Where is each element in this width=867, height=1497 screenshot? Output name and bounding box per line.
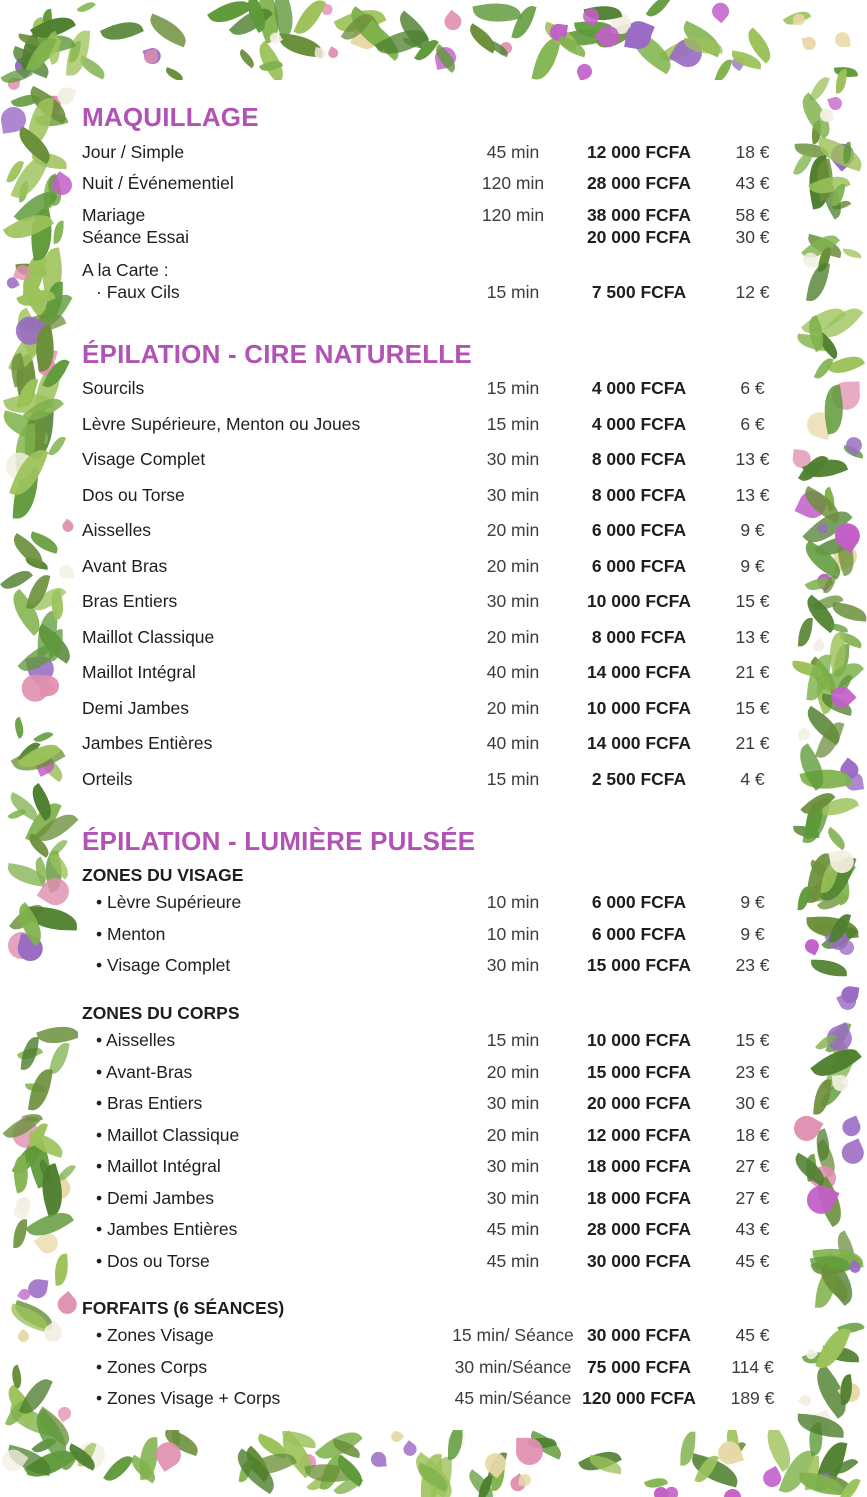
price-eur: 13 €	[735, 626, 770, 647]
price-eur: 6 €	[740, 378, 765, 398]
subsection-title-visage: ZONES DU VISAGE	[82, 865, 244, 885]
price-eur: 9 €	[740, 892, 765, 912]
service-duration: 45 min	[486, 1219, 540, 1239]
service-name: • Maillot Intégral	[96, 1156, 221, 1176]
service-name: • Jambes Entières	[96, 1219, 238, 1239]
service-duration: 10 min	[486, 892, 540, 912]
price-row	[0, 955, 867, 979]
price-eur: 18 €	[735, 1124, 770, 1145]
service-duration: 15 min	[486, 1030, 540, 1050]
flower-decoration	[327, 46, 341, 60]
price-eur: 27 €	[735, 1156, 770, 1176]
leaf-decoration	[104, 1451, 135, 1487]
service-duration: 120 min	[481, 173, 545, 193]
price-eur: 9 €	[740, 923, 765, 944]
price-fcfa: 14 000 FCFA	[586, 662, 692, 682]
price-fcfa: 14 000 FCFA	[586, 733, 692, 753]
service-name: • Avant-Bras	[96, 1061, 193, 1082]
price-eur: 13 €	[735, 449, 770, 469]
service-name: • Aisselles	[96, 1030, 176, 1050]
price-row	[0, 924, 867, 948]
price-fcfa: 28 000 FCFA	[586, 173, 692, 193]
service-name: • Zones Visage	[96, 1325, 214, 1345]
price-eur: 114 €	[731, 1356, 774, 1377]
service-duration: 15 min	[486, 768, 540, 789]
section-title-maquillage: MAQUILLAGE	[82, 102, 259, 132]
service-name: • Demi Jambes	[96, 1187, 214, 1208]
service-name: • Dos ou Torse	[96, 1250, 210, 1271]
price-fcfa: 10 000 FCFA	[586, 697, 692, 718]
service-name: Dos ou Torse	[82, 484, 185, 505]
price-row	[0, 485, 867, 509]
leaf-decoration	[646, 0, 670, 20]
flower-decoration	[371, 1451, 387, 1467]
price-eur: 43 €	[735, 173, 770, 193]
flower-decoration	[723, 1489, 740, 1497]
service-duration: 120 min	[481, 205, 545, 225]
service-duration: 30 min/Séance	[454, 1356, 572, 1377]
price-fcfa: 12 000 FCFA	[586, 1124, 692, 1145]
flower-decoration	[518, 1474, 531, 1487]
leaf-decoration	[164, 67, 185, 80]
service-duration: 20 min	[486, 1061, 540, 1082]
flower-decoration	[793, 14, 804, 25]
price-eur: 18 €	[735, 142, 770, 162]
service-duration: 45 min	[486, 142, 540, 162]
price-row	[0, 556, 867, 580]
price-row	[0, 733, 867, 757]
price-fcfa: 38 000 FCFA	[586, 205, 692, 225]
flower-decoration	[834, 31, 851, 48]
price-row	[0, 769, 867, 793]
price-eur: 9 €	[740, 520, 765, 540]
service-name: Visage Complet	[82, 449, 206, 469]
price-eur: 23 €	[735, 955, 770, 975]
price-row	[0, 1062, 867, 1086]
section-title-lumiere: ÉPILATION - LUMIÈRE PULSÉE	[82, 826, 476, 856]
service-duration: 20 min	[486, 626, 540, 647]
price-eur: 27 €	[735, 1187, 770, 1208]
price-row	[0, 414, 867, 438]
price-eur: 45 €	[735, 1325, 770, 1345]
price-row	[0, 1188, 867, 1212]
service-name: Jour / Simple	[82, 142, 185, 162]
price-fcfa: 10 000 FCFA	[586, 591, 692, 611]
price-eur: 58 €	[735, 205, 770, 225]
leaf-decoration	[236, 48, 257, 67]
price-row	[0, 1125, 867, 1149]
leaf-decoration	[76, 0, 95, 16]
leaf-decoration	[294, 0, 326, 39]
service-duration: 15 min/ Séance	[452, 1325, 574, 1345]
service-name-secondary: Séance Essai	[82, 227, 190, 247]
price-row	[0, 1251, 867, 1275]
service-name: Orteils	[82, 768, 133, 789]
service-name: Bras Entiers	[82, 591, 178, 611]
price-fcfa: 8 000 FCFA	[591, 449, 687, 469]
price-eur: 4 €	[740, 768, 765, 789]
price-eur: 21 €	[735, 662, 770, 682]
price-eur: 15 €	[735, 1030, 770, 1050]
leaf-decoration	[714, 56, 733, 80]
price-eur-secondary: 30 €	[735, 227, 770, 247]
service-duration: 45 min/Séance	[454, 1388, 572, 1408]
flower-decoration	[516, 1438, 543, 1465]
price-row	[0, 1357, 867, 1381]
price-eur: 30 €	[735, 1093, 770, 1113]
price-fcfa: 30 000 FCFA	[586, 1325, 692, 1345]
service-duration: 40 min	[486, 662, 540, 682]
service-name: A la Carte :	[82, 260, 169, 280]
price-fcfa: 4 000 FCFA	[591, 378, 687, 398]
flower-decoration	[313, 47, 327, 61]
price-row	[0, 1325, 867, 1349]
price-row	[0, 1030, 867, 1054]
flower-decoration	[401, 1441, 419, 1459]
service-duration: 15 min	[486, 413, 540, 434]
price-row	[0, 1093, 867, 1117]
price-eur: 12 €	[735, 282, 770, 302]
price-fcfa: 8 000 FCFA	[591, 484, 687, 505]
price-row	[0, 662, 867, 686]
service-duration: 20 min	[486, 697, 540, 718]
service-duration: 40 min	[486, 733, 540, 753]
price-eur: 9 €	[740, 555, 765, 576]
price-row	[0, 1219, 867, 1243]
price-row	[0, 1388, 867, 1412]
price-eur: 15 €	[735, 697, 770, 718]
price-fcfa: 120 000 FCFA	[582, 1388, 696, 1408]
service-duration: 30 min	[486, 955, 540, 975]
service-name: Sourcils	[82, 378, 145, 398]
service-name: Nuit / Événementiel	[82, 173, 234, 193]
leaf-decoration	[145, 13, 191, 47]
flower-decoration	[389, 1430, 405, 1444]
price-eur: 23 €	[735, 1061, 770, 1082]
service-name: Demi Jambes	[82, 697, 189, 718]
service-duration: 30 min	[486, 449, 540, 469]
price-row	[0, 378, 867, 402]
price-eur: 13 €	[735, 484, 770, 505]
price-fcfa: 6 000 FCFA	[591, 555, 687, 576]
service-name: Maillot Classique	[82, 626, 215, 647]
price-fcfa: 6 000 FCFA	[591, 892, 687, 912]
price-fcfa: 28 000 FCFA	[586, 1219, 692, 1239]
service-name-secondary: · Faux Cils	[96, 282, 180, 302]
service-name: Jambes Entières	[82, 733, 213, 753]
price-row	[0, 520, 867, 544]
price-fcfa: 8 000 FCFA	[591, 626, 687, 647]
service-name: Avant Bras	[82, 555, 168, 576]
price-fcfa-secondary: 20 000 FCFA	[586, 227, 692, 247]
service-name: Aisselles	[82, 520, 152, 540]
price-eur: 189 €	[730, 1388, 775, 1408]
price-eur: 21 €	[735, 733, 770, 753]
price-eur: 43 €	[735, 1219, 770, 1239]
price-fcfa: 10 000 FCFA	[586, 1030, 692, 1050]
service-name: • Zones Corps	[96, 1356, 208, 1377]
price-fcfa: 18 000 FCFA	[586, 1156, 692, 1176]
leaf-decoration	[823, 827, 849, 851]
floral-border-bottom	[0, 1430, 867, 1497]
floral-border-top	[0, 0, 867, 80]
price-fcfa: 6 000 FCFA	[591, 520, 687, 540]
service-duration: 10 min	[486, 923, 540, 944]
service-name: • Maillot Classique	[96, 1124, 240, 1145]
price-row	[0, 260, 867, 306]
service-duration: 15 min	[486, 378, 540, 398]
price-eur: 15 €	[735, 591, 770, 611]
price-row	[0, 627, 867, 651]
flower-decoration	[54, 1291, 78, 1317]
service-name: • Bras Entiers	[96, 1093, 203, 1113]
price-row	[0, 142, 867, 166]
section-title-cire: ÉPILATION - CIRE NATURELLE	[82, 339, 472, 369]
service-name: Maillot Intégral	[82, 662, 196, 682]
service-duration: 45 min	[486, 1250, 540, 1271]
service-name: • Visage Complet	[96, 955, 231, 975]
service-name: Lèvre Supérieure, Menton ou Joues	[82, 413, 361, 434]
service-duration: 20 min	[486, 520, 540, 540]
service-name: • Lèvre Supérieure	[96, 892, 242, 912]
subsection-title-corps: ZONES DU CORPS	[82, 1003, 240, 1023]
service-duration: 30 min	[486, 1156, 540, 1176]
service-duration: 30 min	[486, 1093, 540, 1113]
service-duration: 15 min	[486, 282, 540, 302]
price-fcfa: 6 000 FCFA	[591, 923, 687, 944]
flower-decoration	[709, 0, 733, 23]
leaf-decoration	[100, 15, 144, 48]
service-name: Mariage	[82, 205, 146, 225]
service-duration: 30 min	[486, 1187, 540, 1208]
price-fcfa: 15 000 FCFA	[586, 1061, 692, 1082]
service-duration: 30 min	[486, 591, 540, 611]
price-row	[0, 892, 867, 916]
service-name: • Menton	[96, 923, 166, 944]
service-duration: 30 min	[486, 484, 540, 505]
price-fcfa: 18 000 FCFA	[586, 1187, 692, 1208]
price-row	[0, 698, 867, 722]
flower-decoration	[575, 62, 594, 80]
service-duration: 20 min	[486, 555, 540, 576]
price-fcfa: 75 000 FCFA	[586, 1356, 692, 1377]
price-row	[0, 1156, 867, 1180]
price-row	[0, 173, 867, 197]
price-fcfa: 20 000 FCFA	[586, 1093, 692, 1113]
flower-decoration	[441, 10, 465, 34]
service-duration: 20 min	[486, 1124, 540, 1145]
price-row	[0, 205, 867, 251]
price-fcfa: 7 500 FCFA	[591, 282, 687, 302]
price-fcfa: 15 000 FCFA	[586, 955, 692, 975]
price-fcfa: 4 000 FCFA	[591, 413, 687, 434]
price-row	[0, 591, 867, 615]
price-eur: 45 €	[735, 1250, 770, 1271]
subsection-title-forfaits: FORFAITS (6 SÉANCES)	[82, 1298, 285, 1318]
price-fcfa: 12 000 FCFA	[586, 142, 692, 162]
price-fcfa: 2 500 FCFA	[591, 768, 687, 789]
price-eur: 6 €	[740, 413, 765, 434]
price-row	[0, 449, 867, 473]
service-name: • Zones Visage + Corps	[96, 1388, 281, 1408]
price-fcfa: 30 000 FCFA	[586, 1250, 692, 1271]
